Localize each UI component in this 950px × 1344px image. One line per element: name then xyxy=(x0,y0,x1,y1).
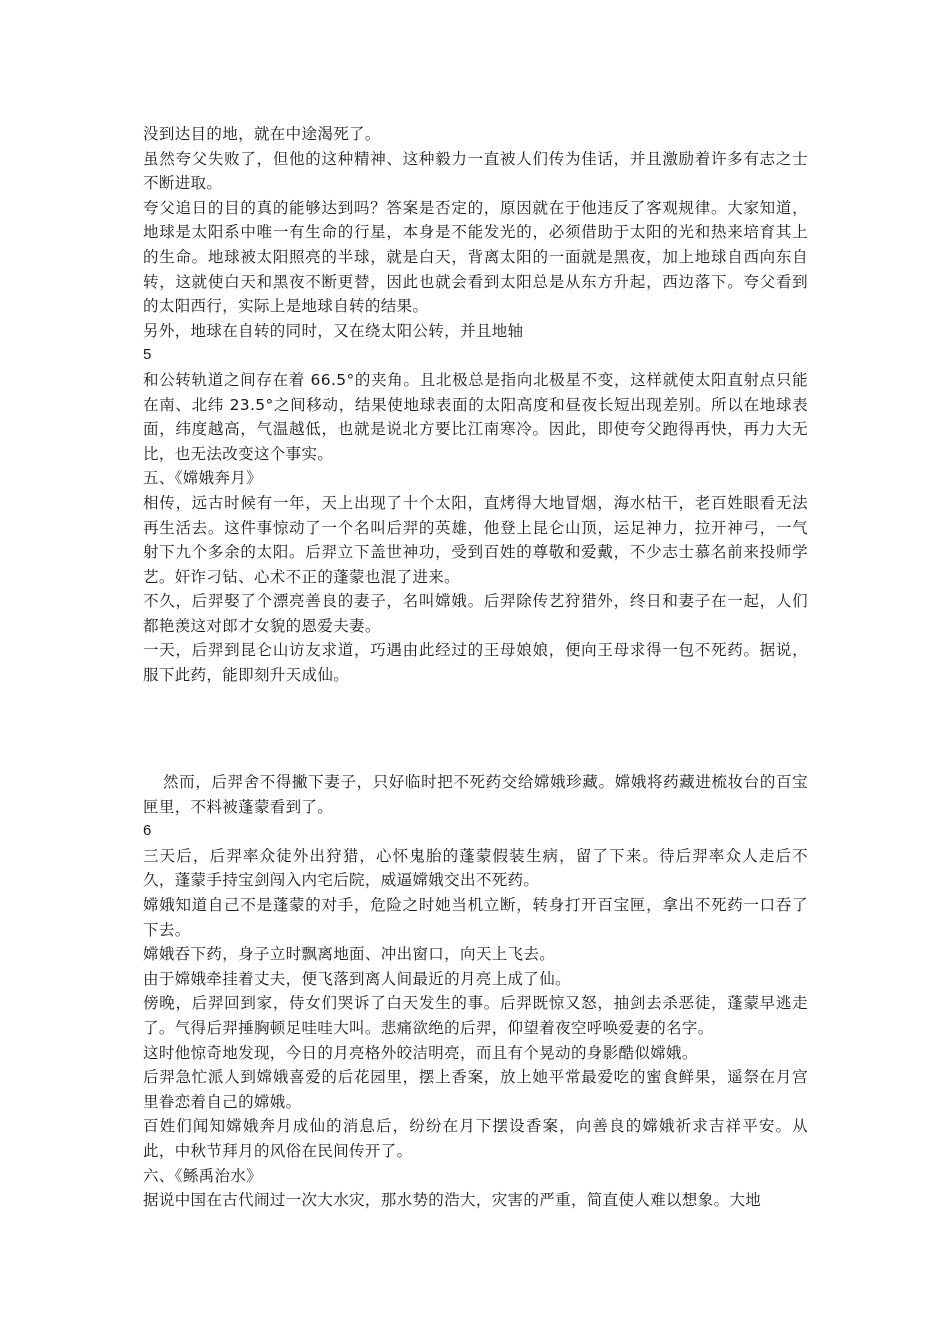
section-heading: 六、《鲧禹治水》 xyxy=(143,1166,263,1185)
paragraph: 三天后，后羿率众徒外出狩猎，心怀鬼胎的蓬蒙假装生病，留了下来。待后羿率众人走后不久，蓬蒙手持宝剑闯入内宅后院，威逼嫦娥交出不死药。 xyxy=(143,846,808,890)
paragraph: 这时他惊奇地发现，今日的月亮格外皎洁明亮，而且有个晃动的身影酷似嫦娥。 xyxy=(143,1043,698,1062)
paragraph: 傍晚，后羿回到家，侍女们哭诉了白天发生的事。后羿既惊又怒，抽剑去杀恶徒，蓬蒙早逃走了。气得后羿捶胸顿足哇哇大叫。悲痛欲绝的后羿，仰望着夜空呼唤爱妻的名字。 xyxy=(143,994,808,1037)
paragraph: 一天，后羿到昆仑山访友求道，巧遇由此经过的王母娘娘，便向王母求得一包不死药。据说，服下此药，能即刻升天成仙。 xyxy=(143,641,808,685)
paragraph: 相传，远古时候有一年，天上出现了十个太阳，直烤得大地冒烟，海水枯干，老百姓眼看无法再生活去。这件事惊动了一个名叫后羿的英雄，他登上昆仑山顶，运足神力，拉开神弓，一气射下九个多余的太阳。后羿立下盖世神功，受到百姓的尊敬和爱戴，不少志士慕名前来投师学艺。奸诈刁钻、心术不正的蓬蒙也混了进来。 xyxy=(143,493,808,586)
paragraph: 嫦娥知道自己不是蓬蒙的对手，危险之时她当机立断，转身打开百宝匣，拿出不死药一口吞了下去。 xyxy=(143,895,808,939)
paragraph: 由于嫦娥牵挂着丈夫，便飞落到离人间最近的月亮上成了仙。 xyxy=(143,969,571,988)
page-number: 6 xyxy=(143,822,152,840)
paragraph: 后羿急忙派人到嫦娥喜爱的后花园里，摆上香案，放上她平常最爱吃的蜜食鲜果，遥祭在月宫里眷恋着自己的嫦娥。 xyxy=(143,1068,808,1111)
paragraph: 夸父追日的目的真的能够达到吗？答案是否定的，原因就在于他违反了客观规律。大家知道，地球是太阳系中唯一有生命的行星，本身是不能发光的，必须借助于太阳的光和热来培育其上的生命。地球被太阳照亮的半球，就是白天，背离太阳的一面就是黑夜，加上地球自西向东自转，这就使白天和黑夜不断更替，因此也就会看到太阳总是从东方升起，西边落下。夸父看到的太阳西行，实际上是地球自转的结果。 xyxy=(143,198,808,316)
text-block-lower xyxy=(143,770,808,1213)
paragraph: 没到达目的地，就在中途渴死了。 xyxy=(143,125,381,143)
paragraph: 另外，地球在自转的同时，又在绕太阳公转，并且地轴 xyxy=(143,321,524,340)
section-heading: 五、《嫦娥奔月》 xyxy=(143,469,263,488)
text-block-upper xyxy=(143,122,808,688)
paragraph: 然而，后羿舍不得撇下妻子，只好临时把不死药交给嫦娥珍藏。嫦娥将药藏进梳妆台的百宝匣里，不料被蓬蒙看到了。 xyxy=(143,773,808,816)
paragraph: 嫦娥吞下药，身子立时飘离地面、冲出窗口，向天上飞去。 xyxy=(143,945,556,964)
paragraph: 不久，后羿娶了个漂亮善良的妻子，名叫嫦娥。后羿除传艺狩猎外，终日和妻子在一起，人们都艳羡这对郎才女貌的恩爱夫妻。 xyxy=(143,592,808,635)
paragraph: 和公转轨道之间存在着 66.5°的夹角。且北极总是指向北极星不变，这样就使太阳直射点只能在南、北纬 23.5°之间移动，结果使地球表面的太阳高度和昼夜长短出现差别。所以在地球表面，纬度越高，气温越低，也就是说北方要比江南寒冷。因此，即使夸父跑得再快，再力大无比，也无法改变这个事实。 xyxy=(143,370,808,463)
page-number: 5 xyxy=(143,346,152,364)
paragraph: 百姓们闻知嫦娥奔月成仙的消息后，纷纷在月下摆设香案，向善良的嫦娥祈求吉祥平安。从此，中秋节拜月的风俗在民间传开了。 xyxy=(143,1117,808,1160)
paragraph: 据说中国在古代闹过一次大水灾，那水势的浩大，灾害的严重，简直使人难以想象。大地 xyxy=(143,1191,762,1210)
paragraph: 虽然夸父失败了，但他的这种精神、这种毅力一直被人们传为佳话，并且激励着许多有志之士不断进取。 xyxy=(143,149,808,193)
